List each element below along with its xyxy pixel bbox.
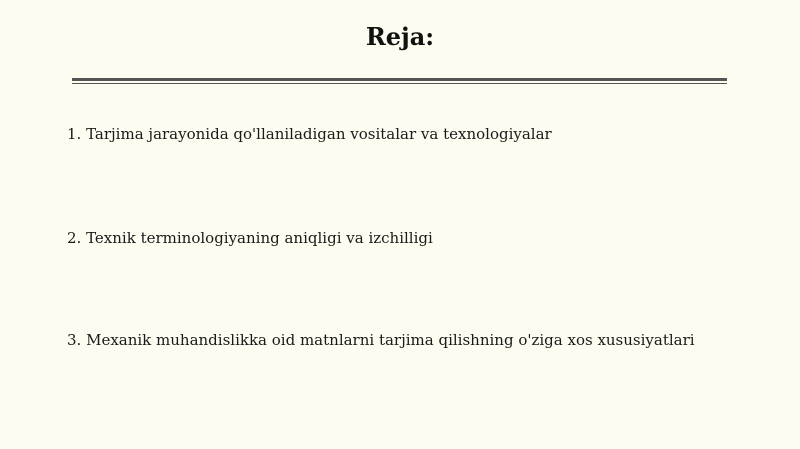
title-divider-thick [72,78,727,81]
plan-item-1: 1. Tarjima jarayonida qo'llaniladigan vositalar va texnologiyalar [67,125,552,143]
slide-title: Reja: [365,22,435,51]
plan-item-2: 2. Texnik terminologiyaning aniqligi va izchilligi [67,229,433,247]
title-divider-thin [72,83,727,84]
plan-item-3: 3. Mexanik muhandislikka oid matnlarni tarjima qilishning o'ziga xos xususiyatlari [67,331,695,349]
